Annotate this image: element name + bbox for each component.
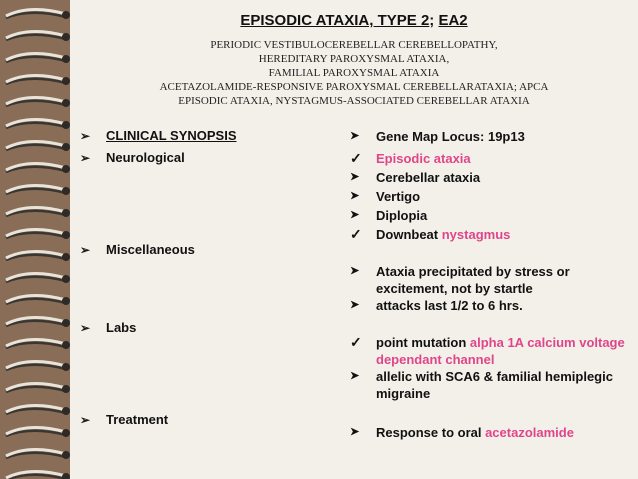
synonym-line: PERIODIC VESTIBULOCEREBELLAR CEREBELLOPATHY, (210, 39, 498, 51)
synonyms-block (70, 38, 638, 108)
binding-ring (6, 295, 70, 305)
binding-ring (6, 9, 70, 19)
binding-ring (6, 207, 70, 217)
left-treatment (80, 412, 168, 427)
gene-map-text: Gene Map Locus: 19p13 (376, 129, 525, 144)
right-diplopia (348, 207, 628, 224)
right-point-mutation (348, 334, 628, 368)
arrow-bullet-icon: ➢ (80, 150, 91, 165)
binding-ring (6, 471, 70, 479)
binding-ring (6, 229, 70, 239)
binding-ring (6, 361, 70, 371)
binding-ring (6, 97, 70, 107)
downbeat-text: Downbeat (376, 227, 442, 242)
point-mutation-text: point mutation (376, 335, 470, 350)
right-vertigo (348, 188, 628, 205)
arrowhead-bullet-icon: ➤ (350, 130, 360, 142)
nystagmus-text: nystagmus (441, 227, 511, 242)
binding-ring (6, 119, 70, 129)
attacks-text: attacks last 1/2 to 6 hrs. (376, 298, 523, 313)
right-allelic (348, 368, 628, 402)
alpha-channel-text: alpha 1A calcium voltage dependant channel (376, 335, 625, 367)
arrow-bullet-icon: ➢ (80, 128, 91, 143)
binding-ring (6, 383, 70, 393)
point-mutation-line (376, 334, 628, 368)
ataxia-precip-text: Ataxia precipitated by stress or excitement, not by startle (376, 264, 570, 296)
right-response (348, 424, 628, 441)
arrow-bullet-icon: ➢ (80, 242, 91, 257)
synonym-line: ACETAZOLAMIDE-RESPONSIVE PAROXYSMAL CEREBELLARATAXIA; APCA (159, 81, 549, 93)
binding-ring (6, 449, 70, 459)
right-downbeat (348, 226, 628, 243)
episodic-text: Episodic ataxia (376, 151, 471, 166)
left-miscellaneous (80, 242, 195, 257)
left-neurological (80, 150, 185, 165)
slide-title (70, 12, 638, 29)
diplopia-text: Diplopia (376, 208, 428, 223)
binding-ring (6, 405, 70, 415)
title-main: EPISODIC ATAXIA, TYPE 2 (240, 12, 430, 29)
right-cerebellar (348, 169, 628, 186)
right-episodic (348, 150, 628, 167)
arrowhead-bullet-icon: ➤ (350, 426, 360, 438)
cerebellar-text: Cerebellar ataxia (376, 170, 481, 185)
labs-label: Labs (106, 320, 137, 335)
synopsis-label: CLINICAL SYNOPSIS (106, 128, 237, 143)
response-text: Response to oral (376, 425, 486, 440)
binding-ring (6, 339, 70, 349)
arrowhead-bullet-icon: ➤ (350, 171, 360, 183)
checkmark-icon: ✓ (350, 226, 362, 242)
right-gene-map (348, 128, 628, 145)
binding-ring (6, 427, 70, 437)
binding-ring (6, 273, 70, 283)
arrowhead-bullet-icon: ➤ (350, 299, 360, 311)
synonym-line: FAMILIAL PAROXYSMAL ATAXIA (268, 67, 440, 79)
binding-ring (6, 31, 70, 41)
binding-ring (6, 53, 70, 63)
neurological-label: Neurological (106, 150, 185, 165)
title-separator: ; (429, 12, 439, 29)
right-ataxia-precipitated (348, 263, 628, 297)
binding-rings (0, 0, 80, 479)
arrow-bullet-icon: ➢ (80, 412, 91, 427)
arrowhead-bullet-icon: ➤ (350, 209, 360, 221)
treatment-label: Treatment (106, 412, 169, 427)
binding-ring (6, 163, 70, 173)
binding-ring (6, 75, 70, 85)
left-synopsis (80, 128, 237, 143)
arrow-bullet-icon: ➢ (80, 320, 91, 335)
checkmark-icon: ✓ (350, 334, 362, 350)
right-attacks (348, 297, 628, 314)
checkmark-icon: ✓ (350, 150, 362, 166)
arrowhead-bullet-icon: ➤ (350, 370, 360, 382)
downbeat-line (376, 226, 510, 243)
synonym-line: HEREDITARY PAROXYSMAL ATAXIA, (258, 53, 450, 65)
binding-ring (6, 185, 70, 195)
title-abbrev: EA2 (438, 12, 468, 29)
misc-label: Miscellaneous (106, 242, 195, 257)
response-line (376, 424, 574, 441)
allelic-text: allelic with SCA6 & familial hemiplegic migraine (376, 369, 613, 401)
arrowhead-bullet-icon: ➤ (350, 190, 360, 202)
vertigo-text: Vertigo (376, 189, 421, 204)
acetazolamide-text: acetazolamide (485, 425, 574, 440)
binding-ring (6, 317, 70, 327)
binding-ring (6, 141, 70, 151)
synonym-line: EPISODIC ATAXIA, NYSTAGMUS-ASSOCIATED CEREBELLAR ATAXIA (178, 95, 530, 107)
left-labs (80, 320, 136, 335)
binding-ring (6, 251, 70, 261)
arrowhead-bullet-icon: ➤ (350, 265, 360, 277)
